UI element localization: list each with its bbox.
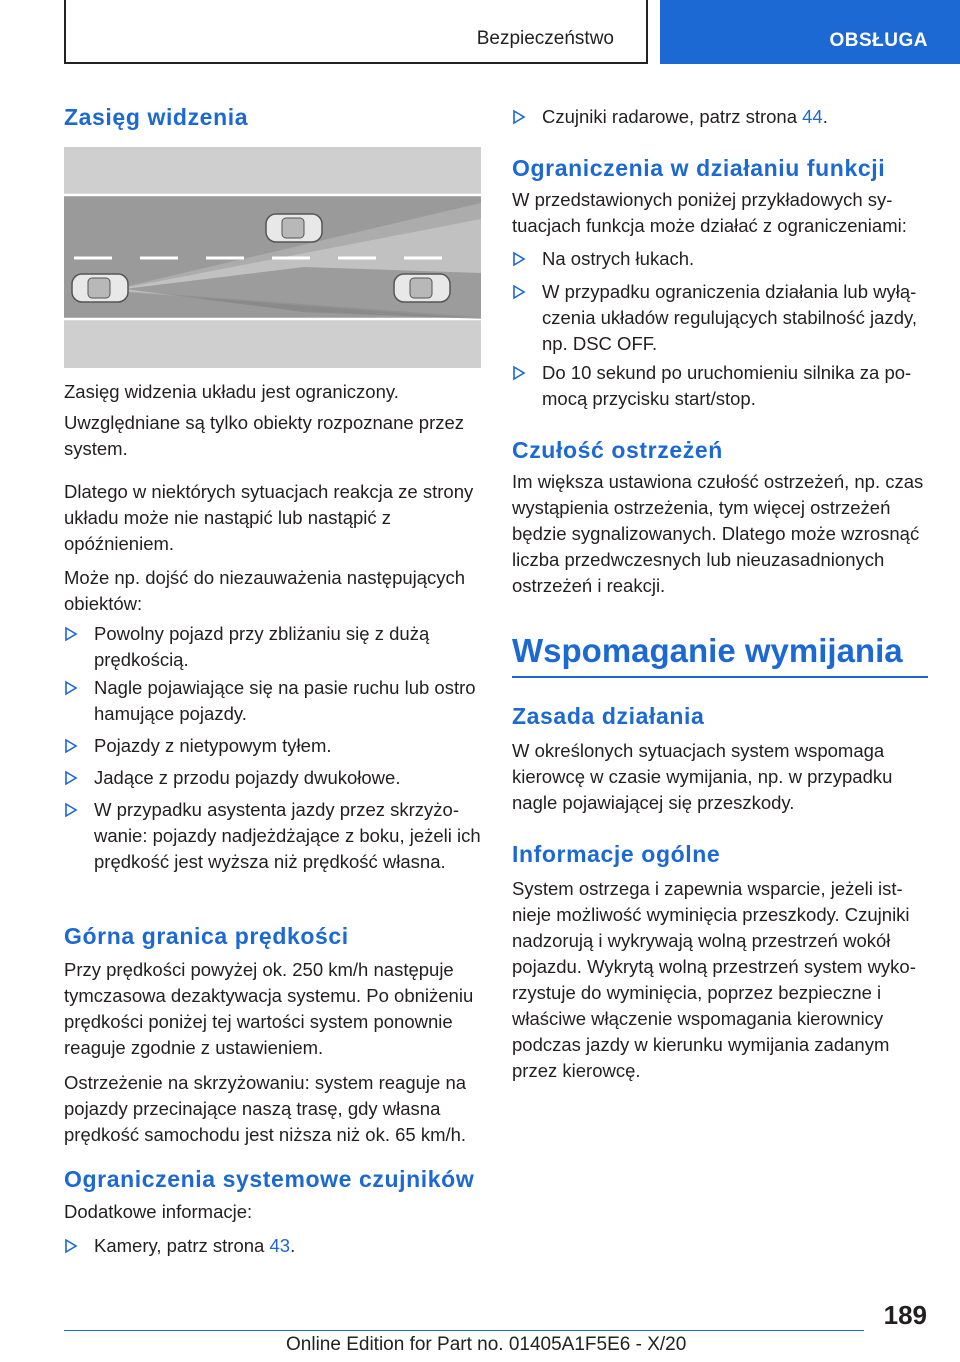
- triangle-bullet-icon: [64, 800, 78, 820]
- triangle-bullet-icon: [64, 678, 78, 698]
- page-number: 189: [883, 1300, 927, 1330]
- list-item: [64, 1233, 482, 1259]
- paragraph: Przy prędkości powyżej ok. 250 km/h następuje tymczasowa dezaktywacja systemu. Po obniżeniu prędkości poniżej tej wartości system ponownie reaguje zgodnie z ustawieniem.: [64, 959, 474, 1058]
- car-right-icon: [394, 274, 450, 302]
- list-item: [512, 246, 930, 272]
- header-section-box: [64, 0, 648, 64]
- bullet-text: Kamery, patrz strona: [94, 1235, 270, 1256]
- paragraph: Zasięg widzenia układu jest ograniczony.: [64, 381, 399, 402]
- paragraph: Im większa ustawiona czułość ostrzeżeń, np. czas wystąpienia ostrzeżenia, tym więcej ostrzeżeń będzie sygnalizowanych. Dlatego może wzrosnąć liczba przedwczesnych lub nieuzasadnionych ostrzeżeń i reakcji.: [512, 471, 924, 596]
- header-tab: [660, 0, 960, 64]
- page-link-43[interactable]: 43: [269, 1235, 291, 1256]
- list-item-text: Powolny pojazd przy zbliżaniu się z dużą prędkością.: [94, 623, 430, 670]
- heading-wspomaganie-wymijania: Wspomaganie wymijania: [512, 632, 903, 669]
- triangle-bullet-icon: [512, 249, 526, 269]
- list-item: [512, 360, 930, 412]
- range-of-view-figure: [64, 147, 481, 368]
- heading-zasada-dzialania: Zasada działania: [512, 703, 705, 729]
- car-middle-icon: [266, 214, 322, 242]
- list-item-text: [94, 1233, 482, 1259]
- list-item-text: W przypadku asystenta jazdy przez skrzyżowanie: pojazdy nadjeżdżające z boku, jeżeli ich prędkość jest wyższa niż prędkość własna.: [94, 799, 481, 872]
- paragraph: Dlatego w niektórych sytuacjach reakcja ze strony układu może nie nastąpić lub nastąpić z opóźnieniem.: [64, 481, 474, 554]
- page-link-44[interactable]: 44: [802, 106, 823, 127]
- paragraph: System ostrzega i zapewnia wsparcie, jeżeli istnieje możliwość wyminięcia przeszkody. Czujniki nadzorują i wykrywają wolną przestrzeń wokół pojazdu. Wykrytą wolną przestrzeń system wykorzystuje do wyminięcia, poprzez bezpieczne i właściwe włączenie wspomagania kierownicy podczas jazdy w kierunku wymijania zadanym przez kierowcę.: [512, 878, 916, 1081]
- triangle-bullet-icon: [64, 736, 78, 756]
- paragraph: Uwzględniane są tylko obiekty rozpoznane przez system.: [64, 412, 465, 459]
- header-section-title: Bezpieczeństwo: [476, 28, 614, 49]
- road-illustration: [64, 147, 481, 368]
- list-item: [64, 675, 482, 727]
- list-item: [64, 621, 482, 673]
- list-item-text: Jadące z przodu pojazdy dwukołowe.: [94, 767, 401, 788]
- triangle-bullet-icon: [512, 282, 526, 302]
- heading-informacje-ogolne: Informacje ogólne: [512, 841, 721, 867]
- paragraph: Ostrzeżenie na skrzyżowaniu: system reaguje na pojazdy przecinające naszą trasę, gdy własna prędkość samochodu jest niższa niż ok. 65 km/h.: [64, 1072, 467, 1145]
- paragraph: W określonych sytuacjach system wspomaga kierowcę w czasie wymijania, np. w przypadku nagle pojawiającej się przeszkody.: [512, 740, 893, 813]
- paragraph: Dodatkowe informacje:: [64, 1201, 253, 1222]
- header-tab-label: OBSŁUGA: [829, 30, 928, 51]
- list-item: [64, 733, 482, 759]
- bullet-text: Czujniki radarowe, patrz strona: [542, 106, 803, 127]
- list-item-text: Pojazdy z nietypowym tyłem.: [94, 735, 332, 756]
- list-item-text: [542, 104, 930, 130]
- list-item-text: Na ostrych łukach.: [542, 248, 695, 269]
- triangle-bullet-icon: [512, 363, 526, 383]
- list-item: [64, 797, 482, 875]
- heading-ograniczenia-czujnikow: Ograniczenia systemowe czujników: [64, 1166, 475, 1192]
- heading-zasieg-widzenia: Zasięg widzenia: [64, 104, 249, 130]
- footer-edition: Online Edition for Part no. 01405A1F5E6 - X/20: [286, 1334, 687, 1355]
- list-item: [64, 765, 482, 791]
- list-item-text: Do 10 sekund po uruchomieniu silnika za pomocą przycisku start/stop.: [542, 362, 912, 409]
- paragraph: Może np. dojść do niezauważenia następujących obiektów:: [64, 567, 466, 614]
- list-item-text: W przypadku ograniczenia działania lub wyłączenia układów regulujących stabilność jazdy, np. DSC OFF.: [542, 281, 917, 354]
- list-item-text: Nagle pojawiające się na pasie ruchu lub ostro hamujące pojazdy.: [94, 677, 476, 724]
- car-left-icon: [72, 274, 128, 302]
- heading-czulosc-ostrzezen: Czułość ostrzeżeń: [512, 437, 723, 463]
- bullet-end: .: [822, 106, 828, 127]
- heading-ograniczenia-funkcji: Ograniczenia w działaniu funkcji: [512, 155, 886, 181]
- triangle-bullet-icon: [64, 768, 78, 788]
- paragraph: W przedstawionych poniżej przykładowych sytuacjach funkcja może działać z ograniczeniami:: [512, 189, 907, 236]
- list-item: [512, 104, 930, 130]
- footer-rule: [64, 1330, 864, 1331]
- bullet-end: .: [290, 1235, 296, 1256]
- list-item: [512, 279, 930, 357]
- heading-underline: [512, 676, 928, 678]
- heading-gorna-granica: Górna granica prędkości: [64, 923, 349, 949]
- triangle-bullet-icon: [64, 624, 78, 644]
- triangle-bullet-icon: [512, 107, 526, 127]
- triangle-bullet-icon: [64, 1236, 78, 1256]
